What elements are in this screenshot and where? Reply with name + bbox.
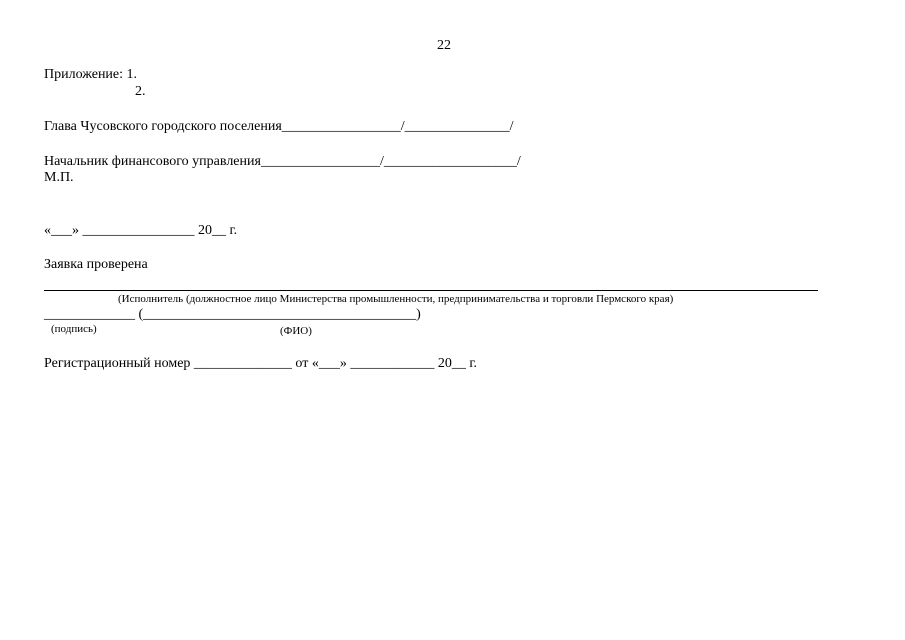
- page-number: 22: [437, 38, 451, 53]
- executor-caption: (Исполнитель (должностное лицо Министерства промышленности, предпринимательства и торговли Пермского края): [118, 293, 674, 305]
- attachments-label: Приложение: 1.: [44, 67, 138, 82]
- stamp-label: М.П.: [44, 170, 74, 185]
- signature-caption: (подпись): [51, 323, 97, 335]
- finance-signature-row: [44, 154, 521, 170]
- finance-signature-label: Начальник финансового управления: [44, 154, 261, 169]
- executor-line: [44, 290, 818, 291]
- date-line: «___» ________________ 20__ г.: [44, 223, 238, 238]
- head-signature-line: _________________/_______________/: [281, 119, 514, 134]
- registration-line: Регистрационный номер ______________ от «___» ____________ 20__ г.: [44, 356, 478, 371]
- attachment-item-2: 2.: [135, 84, 146, 99]
- signature-line: _____________ (_______________________________________): [44, 307, 421, 322]
- head-signature-label: Глава Чусовского городского поселения: [44, 119, 282, 134]
- head-signature-row: [44, 119, 514, 135]
- name-caption: (ФИО): [280, 325, 312, 337]
- verified-title: Заявка проверена: [44, 257, 148, 272]
- finance-signature-line: _________________/___________________/: [260, 154, 521, 169]
